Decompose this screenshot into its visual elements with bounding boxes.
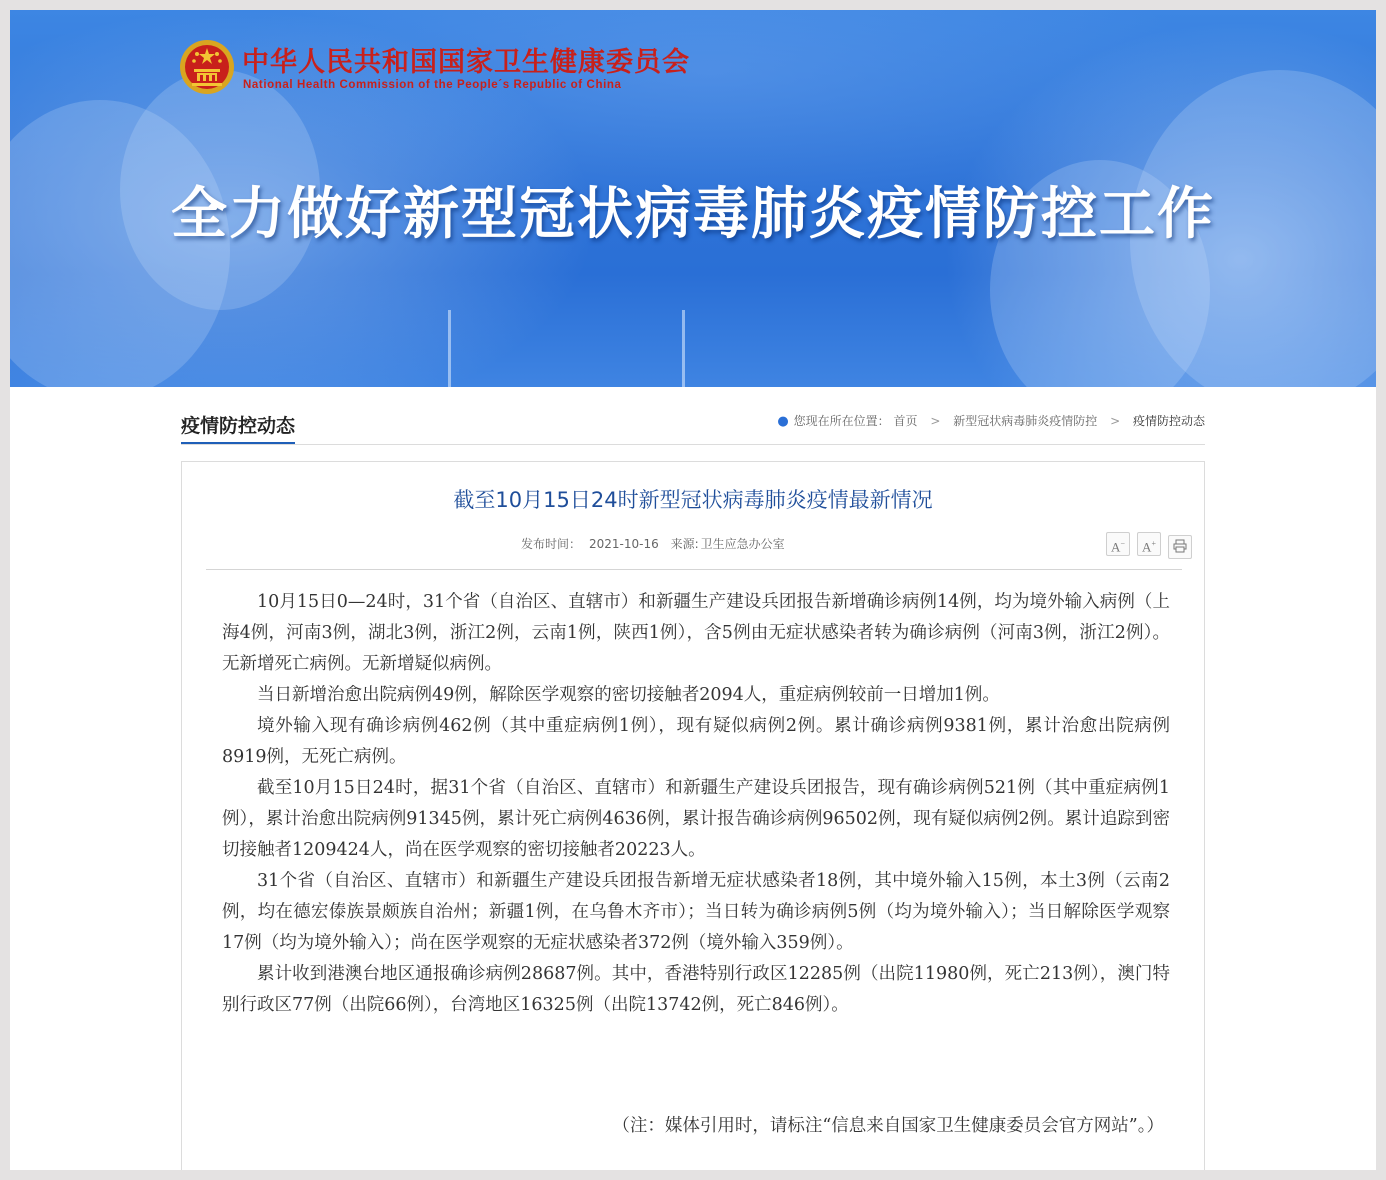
print-icon bbox=[1173, 539, 1187, 553]
font-smaller-icon: A bbox=[1111, 539, 1121, 555]
national-emblem-icon[interactable] bbox=[178, 36, 236, 98]
article-paragraph: 当日新增治愈出院病例49例，解除医学观察的密切接触者2094人，重症病例较前一日增加1例。 bbox=[257, 685, 1000, 705]
font-smaller-button[interactable]: A− bbox=[1106, 532, 1130, 556]
section-title: 疫情防控动态 bbox=[181, 411, 295, 444]
breadcrumb-item-current[interactable]: 疫情防控动态 bbox=[1132, 414, 1205, 428]
breadcrumb-separator: > bbox=[930, 414, 941, 428]
font-larger-button[interactable]: A+ bbox=[1137, 532, 1161, 556]
article-paragraph: 累计收到港澳台地区通报确诊病例28687例。其中，香港特别行政区12285例（出院11980例，死亡213例），澳门特别行政区77例（出院66例），台湾地区16325例（出院13742例，死亡846例）。 bbox=[222, 964, 1170, 1015]
article-paragraph: 10月15日0—24时，31个省（自治区、直辖市）和新疆生产建设兵团报告新增确诊病例14例，均为境外输入病例（上海4例，河南3例，湖北3例，浙江2例，云南1例，陕西1例），含5例由无症状感染者转为确诊病例（河南3例，浙江2例）。无新增死亡病例。无新增疑似病例。 bbox=[222, 592, 1170, 674]
article-tools bbox=[1099, 532, 1192, 556]
section-header bbox=[181, 410, 1205, 445]
article-card bbox=[181, 461, 1205, 1170]
article-meta bbox=[521, 535, 793, 552]
article-body bbox=[222, 587, 1170, 1021]
article-title: 截至10月15日24时新型冠状病毒肺炎疫情最新情况 bbox=[453, 488, 933, 512]
banner-slogan: 全力做好新型冠状病毒肺炎疫情防控工作 bbox=[171, 182, 1215, 247]
print-button[interactable] bbox=[1168, 535, 1192, 559]
header-banner bbox=[10, 10, 1376, 387]
article-paragraph: 境外输入现有确诊病例462例（其中重症病例1例），现有疑似病例2例。累计确诊病例9381例，累计治愈出院病例8919例，无死亡病例。 bbox=[222, 716, 1170, 767]
breadcrumb bbox=[777, 412, 1205, 429]
org-name-en[interactable]: National Health Commission of the People´s Republic of China bbox=[243, 79, 622, 91]
source-value: 卫生应急办公室 bbox=[700, 537, 785, 551]
banner-background-pole bbox=[682, 310, 685, 387]
breadcrumb-item-covid-prevention[interactable]: 新型冠状病毒肺炎疫情防控 bbox=[953, 414, 1098, 428]
banner-background-pole bbox=[448, 310, 451, 387]
published-label: 发布时间： bbox=[521, 537, 582, 551]
org-name-cn[interactable]: 中华人民共和国国家卫生健康委员会 bbox=[242, 47, 690, 78]
location-pin-icon: ● bbox=[777, 414, 789, 429]
article-paragraph: 31个省（自治区、直辖市）和新疆生产建设兵团报告新增无症状感染者18例，其中境外输入15例，本土3例（云南2例，均在德宏傣族景颇族自治州；新疆1例，在乌鲁木齐市）；当日转为确诊病例5例（均为境外输入）；当日解除医学观察17例（均为境外输入）；尚在医学观察的无症状感染者372例（境外输入359例）。 bbox=[222, 871, 1170, 953]
breadcrumb-separator: > bbox=[1110, 414, 1121, 428]
published-date: 2021-10-16 bbox=[589, 537, 659, 551]
article-paragraph: 截至10月15日24时，据31个省（自治区、直辖市）和新疆生产建设兵团报告，现有确诊病例521例（其中重症病例1例），累计治愈出院病例91345例，累计死亡病例4636例，累计报告确诊病例96502例，现有疑似病例2例。累计追踪到密切接触者1209424人，尚在医学观察的密切接触者20223人。 bbox=[222, 778, 1170, 860]
breadcrumb-item-home[interactable]: 首页 bbox=[893, 414, 918, 428]
font-larger-icon: A bbox=[1142, 539, 1152, 555]
citation-note: （注：媒体引用时，请标注“信息来自国家卫生健康委员会官方网站”。） bbox=[612, 1116, 1164, 1136]
breadcrumb-prefix: 您现在所在位置： bbox=[793, 414, 890, 428]
article-divider bbox=[206, 569, 1182, 570]
page-frame bbox=[10, 10, 1376, 1170]
source-label: 来源: bbox=[670, 537, 699, 551]
